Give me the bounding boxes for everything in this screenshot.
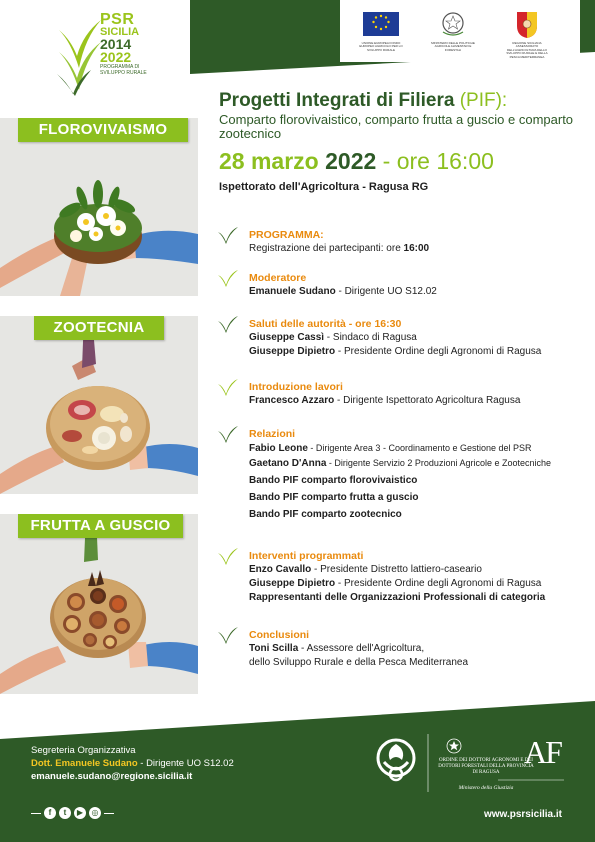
event-date xyxy=(219,148,494,175)
interventi-role-1: - Presidente Distretto lattiero-caseario xyxy=(311,564,482,575)
event-title-pif: (PIF): xyxy=(459,90,508,111)
relazioni-role-2: - Dirigente Servizio 2 Produzioni Agricole e Zootecniche xyxy=(326,458,552,468)
introduzione-line xyxy=(249,394,579,408)
facebook-icon[interactable]: f xyxy=(44,807,56,819)
instagram-icon[interactable]: ◎ xyxy=(89,807,101,819)
introduzione-heading: Introduzione lavori xyxy=(249,381,343,393)
interventi-line-2 xyxy=(249,577,589,591)
psr-region: SICILIA xyxy=(100,26,140,38)
psr-wordmark xyxy=(100,12,150,76)
saluti-name-1: Giuseppe Cassì xyxy=(249,332,325,343)
contact-line xyxy=(31,757,234,770)
italian-emblem-icon xyxy=(427,10,479,40)
bando-florovivaistico: Bando PIF comparto florovivaistico xyxy=(249,475,418,486)
conclusioni-line-1 xyxy=(249,642,579,656)
relazioni-heading: Relazioni xyxy=(249,428,296,440)
introduzione-section xyxy=(219,380,579,408)
frutta-photo xyxy=(0,514,198,694)
conclusioni-section xyxy=(219,628,579,670)
check-icon xyxy=(217,425,239,443)
relazioni-line-2 xyxy=(249,456,589,471)
relazioni-section xyxy=(219,427,589,522)
psr-year-end: 2022 xyxy=(100,49,132,65)
segreteria-label: Segreteria Organizzativa xyxy=(31,745,136,756)
florovivaismo-label: FLOROVIVAISMO xyxy=(18,118,188,142)
divider-right xyxy=(104,813,114,814)
contact-email[interactable]: emanuele.sudano@regione.sicilia.it xyxy=(31,771,193,782)
relazioni-name-1: Fabio Leone xyxy=(249,443,308,454)
zootecnia-label: ZOOTECNIA xyxy=(34,316,164,340)
sicily-emblem xyxy=(501,10,553,60)
event-title xyxy=(219,90,507,112)
relazioni-line-1 xyxy=(249,441,589,456)
event-time: - ore 16:00 xyxy=(382,148,494,174)
eu-flag-icon xyxy=(355,10,407,40)
relazioni-role-1: - Dirigente Area 3 - Coordinamento e Gestione del PSR xyxy=(307,443,532,453)
moderatore-heading: Moderatore xyxy=(249,272,307,284)
ministry-text: Ministero della Giustizia xyxy=(458,785,514,791)
registrazione-line xyxy=(249,242,579,256)
sicily-coat-icon xyxy=(501,10,553,40)
bando-frutta: Bando PIF comparto frutta a guscio xyxy=(249,492,419,503)
conclusioni-heading: Conclusioni xyxy=(249,629,310,641)
af-logo: AF xyxy=(524,734,561,770)
psr-check-icon xyxy=(55,12,105,96)
italy-caption: MINISTERO DELLE POLITICHE AGRICOLE ALIMENTARI E FORESTALI xyxy=(431,40,475,52)
interventi-name-1: Enzo Cavallo xyxy=(249,564,312,575)
saluti-role-1: - Sindaco di Ragusa xyxy=(324,332,417,343)
psr-title: PSR xyxy=(100,11,135,28)
check-icon xyxy=(217,626,239,644)
frutta-label: FRUTTA A GUSCIO xyxy=(18,514,183,538)
interventi-line-1 xyxy=(249,563,589,577)
saluti-name-2: Giuseppe Dipietro xyxy=(249,346,336,357)
bando-zootecnico: Bando PIF comparto zootecnico xyxy=(249,509,402,520)
conclusioni-role: - Assessore dell'Agricoltura, xyxy=(298,643,425,654)
conclusioni-line-2: dello Sviluppo Rurale e della Pesca Mediterranea xyxy=(249,657,469,668)
website-link[interactable]: www.psrsicilia.it xyxy=(484,809,562,820)
eu-emblem xyxy=(355,10,407,52)
saluti-section xyxy=(219,317,579,359)
interventi-name-2: Giuseppe Dipietro xyxy=(249,578,336,589)
social-links xyxy=(31,806,114,820)
moderatore-line xyxy=(249,285,579,299)
ordine-text: ORDINE DEI DOTTORI AGRONOMI E DEI DOTTORI FORESTALI DELLA PROVINCIA DI RAGUSA xyxy=(438,758,534,775)
check-icon xyxy=(217,547,239,565)
moderatore-section xyxy=(219,271,579,299)
registrazione-time: 16:00 xyxy=(403,243,430,254)
check-icon xyxy=(217,378,239,396)
nuts-bowl-image xyxy=(0,514,198,694)
saluti-line-1 xyxy=(249,331,579,345)
institutional-logos xyxy=(355,10,565,70)
introduzione-role: - Dirigente Ispettorato Agricoltura Ragusa xyxy=(334,395,521,406)
check-icon xyxy=(217,269,239,287)
check-icon xyxy=(217,226,239,244)
event-location: Ispettorato dell'Agricoltura - Ragusa RG xyxy=(219,181,429,193)
saluti-heading: Saluti delle autorità - ore 16:30 xyxy=(249,318,402,330)
italy-emblem xyxy=(427,10,479,52)
sicily-caption: REGIONE SICILIANA ASSESSORATO DELL'AGRICOLTURA DELLO SVILUPPO RURALE E DELLA PESCA MEDITERRANEA xyxy=(506,40,548,59)
twitter-icon[interactable]: t xyxy=(59,807,71,819)
check-icon xyxy=(217,315,239,333)
psr-year-start: 2014 xyxy=(100,36,132,52)
zootecnia-photo xyxy=(0,316,198,494)
registrazione-text: Registrazione dei partecipanti: ore xyxy=(249,243,404,254)
introduzione-name: Francesco Azzaro xyxy=(249,395,335,406)
eu-caption: UNIONE EUROPEA FONDO EUROPEO AGRICOLO PER LO SVILUPPO RURALE xyxy=(359,40,403,52)
interventi-line-3: Rappresentanti delle Organizzazioni Professionali di categoria xyxy=(249,592,546,603)
youtube-icon[interactable]: ▶ xyxy=(74,807,86,819)
interventi-section xyxy=(219,549,589,605)
programma-heading: PROGRAMMA: xyxy=(249,229,324,241)
event-year: 2022 xyxy=(325,148,377,174)
divider-left xyxy=(31,813,41,814)
moderatore-role: - Dirigente UO S12.02 xyxy=(335,286,437,297)
cheese-meat-image xyxy=(0,316,198,494)
footer-contact xyxy=(31,744,234,783)
interventi-role-2: - Presidente Ordine degli Agronomi di Ragusa xyxy=(335,578,542,589)
saluti-line-2 xyxy=(249,345,579,359)
event-title-main: Progetti Integrati di Filiera xyxy=(219,90,455,111)
event-subtitle: Comparto florovivaistico, comparto frutta a guscio e comparto zootecnico xyxy=(219,112,574,141)
saluti-role-2: - Presidente Ordine degli Agronomi di Ragusa xyxy=(335,346,542,357)
event-day: 28 marzo xyxy=(219,148,319,174)
conclusioni-name: Toni Scilla xyxy=(249,643,299,654)
interventi-heading: Interventi programmati xyxy=(249,550,364,562)
flower-bowl-image xyxy=(0,118,198,296)
florovivaismo-photo xyxy=(0,118,198,296)
contact-role: - Dirigente UO S12.02 xyxy=(137,758,234,769)
relazioni-name-2: Gaetano D'Anna xyxy=(249,458,327,469)
moderatore-name: Emanuele Sudano xyxy=(249,286,336,297)
contact-name: Dott. Emanuele Sudano xyxy=(31,758,138,769)
ordine-agronomi-logos xyxy=(372,728,572,794)
programma-section xyxy=(219,228,579,256)
psr-program-label: PROGRAMMA DI SVILUPPO RURALE xyxy=(100,64,147,76)
